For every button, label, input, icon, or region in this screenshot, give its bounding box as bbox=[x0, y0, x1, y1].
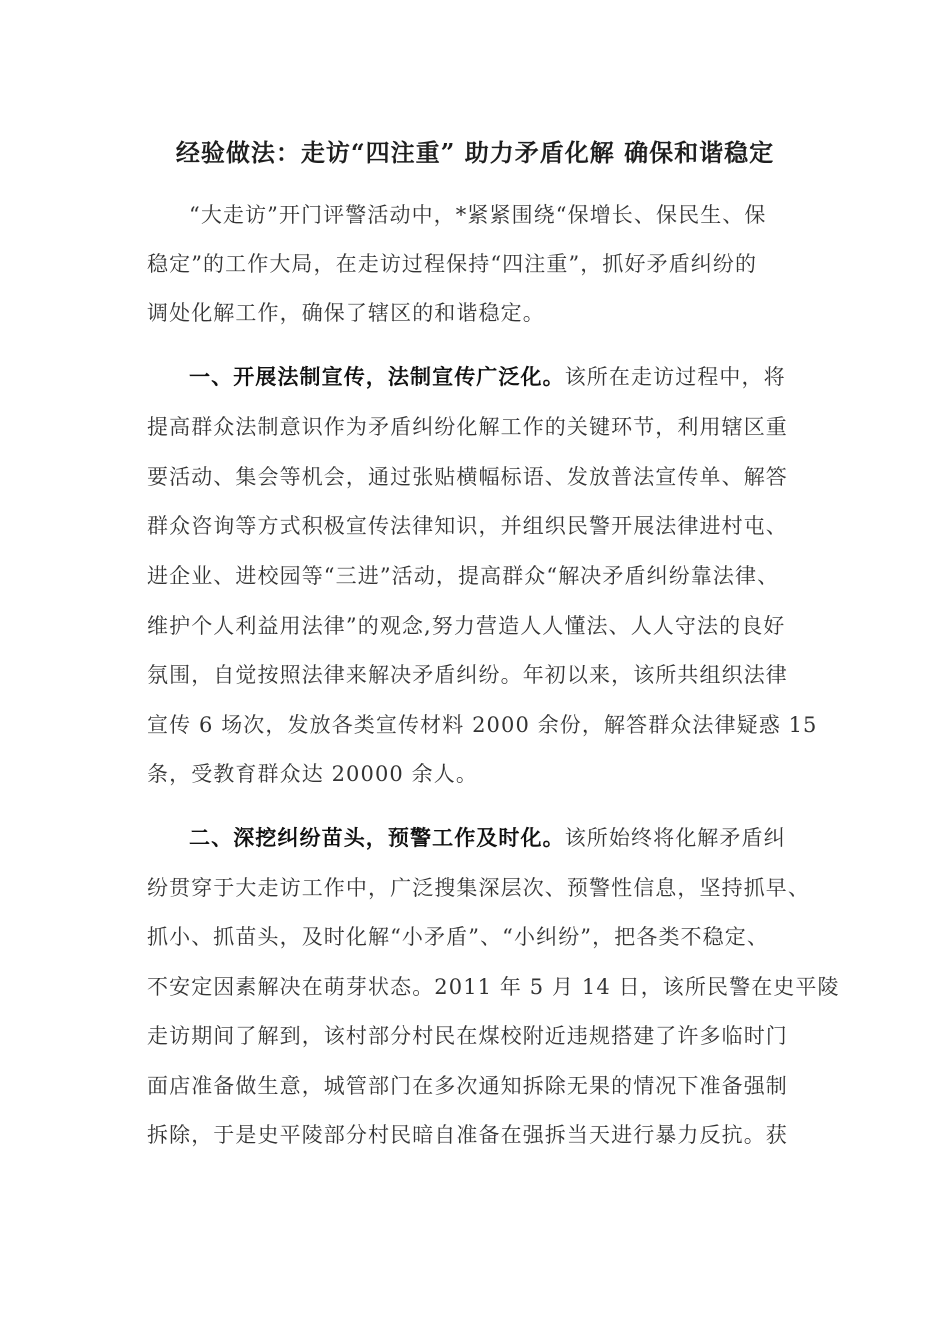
section2-line: 拆除，于是史平陵部分村民暗自准备在强拆当天进行暴力反抗。获 bbox=[147, 1123, 788, 1147]
section2-first-line-text: 该所始终将化解矛盾纠 bbox=[564, 826, 786, 850]
section2-line: 面店准备做生意，城管部门在多次通知拆除无果的情况下准备强制 bbox=[147, 1074, 788, 1098]
section2-line: 走访期间了解到，该村部分村民在煤校附近违规搭建了许多临时门 bbox=[147, 1024, 788, 1048]
section2-line: 不安定因素解决在萌芽状态。2011 年 5 月 14 日，该所民警在史平陵 bbox=[147, 975, 840, 999]
section1-line: 维护个人利益用法律”的观念,努力营造人人懂法、人人守法的良好 bbox=[147, 614, 786, 638]
section1-first-line-text: 该所在走访过程中，将 bbox=[564, 365, 786, 389]
section2-line: 抓小、抓苗头，及时化解“小矛盾”、“小纠纷”，把各类不稳定、 bbox=[147, 925, 769, 949]
section1-line: 氛围，自觉按照法律来解决矛盾纠纷。年初以来，该所共组织法律 bbox=[147, 663, 788, 687]
intro-line: 调处化解工作，确保了辖区的和谐稳定。 bbox=[147, 301, 545, 325]
section1-line: 提高群众法制意识作为矛盾纠纷化解工作的关键环节，利用辖区重 bbox=[147, 415, 788, 439]
document-title: 经验做法：走访“四注重” 助力矛盾化解 确保和谐稳定 bbox=[175, 138, 775, 167]
section1-line: 要活动、集会等机会，通过张贴横幅标语、发放普法宣传单、解答 bbox=[147, 465, 788, 489]
intro-line: “大走访”开门评警活动中，*紧紧围绕“保增长、保民生、保 bbox=[189, 203, 767, 227]
section1-line: 进企业、进校园等“三进”活动，提高群众“解决矛盾纠纷靠法律、 bbox=[147, 564, 780, 588]
section1-line: 群众咨询等方式积极宣传法律知识，并组织民警开展法律进村屯、 bbox=[147, 514, 788, 538]
section2-line: 纷贯穿于大走访工作中，广泛搜集深层次、预警性信息，坚持抓早、 bbox=[147, 876, 810, 900]
section1-heading: 一、开展法制宣传，法制宣传广泛化。 bbox=[189, 364, 565, 389]
intro-line: 稳定”的工作大局，在走访过程保持“四注重”，抓好矛盾纠纷的 bbox=[147, 252, 758, 276]
section2-first-line bbox=[189, 823, 786, 853]
section1-first-line bbox=[189, 362, 786, 392]
section1-line: 条，受教育群众达 20000 余人。 bbox=[147, 762, 478, 786]
section2-heading: 二、深挖纠纷苗头，预警工作及时化。 bbox=[189, 825, 565, 850]
section1-line: 宣传 6 场次，发放各类宣传材料 2000 余份，解答群众法律疑惑 15 bbox=[147, 713, 818, 737]
